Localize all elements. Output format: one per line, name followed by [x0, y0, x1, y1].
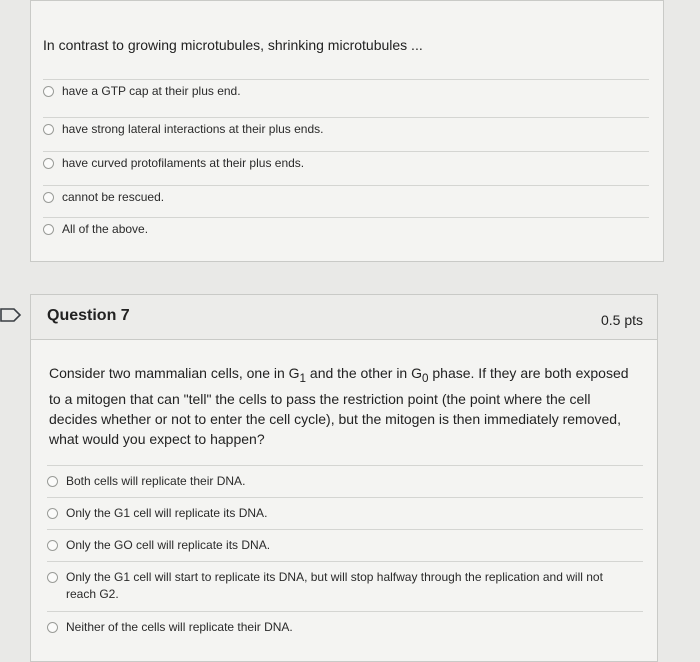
question-text-segment: Consider two mammalian cells, one in G	[49, 365, 300, 381]
subscript: 0	[422, 371, 429, 385]
answer-option-2[interactable]	[47, 497, 643, 529]
radio-button[interactable]	[47, 540, 58, 551]
radio-button[interactable]	[47, 622, 58, 633]
answer-label: Neither of the cells will replicate their DNA.	[66, 620, 293, 634]
answer-label: Only the G1 cell will start to replicate its DNA, but will stop halfway through the replication and will not reach G2.	[66, 570, 603, 601]
answer-option-3[interactable]	[47, 529, 643, 561]
radio-button[interactable]	[43, 124, 54, 135]
radio-button[interactable]	[43, 86, 54, 97]
question-header	[31, 295, 657, 340]
radio-button[interactable]	[43, 224, 54, 235]
question-7-text	[49, 363, 639, 449]
question-6-answers	[43, 79, 649, 251]
answer-option-4[interactable]	[47, 561, 643, 611]
answer-option-2[interactable]	[43, 117, 649, 151]
question-7-answers	[47, 465, 643, 643]
radio-button[interactable]	[43, 192, 54, 203]
radio-button[interactable]	[47, 476, 58, 487]
answer-option-1[interactable]	[43, 79, 649, 117]
radio-button[interactable]	[43, 158, 54, 169]
question-7-card	[30, 294, 658, 662]
question-6-card	[30, 0, 664, 262]
answer-option-1[interactable]	[47, 465, 643, 497]
answer-label: All of the above.	[62, 222, 149, 236]
radio-button[interactable]	[47, 572, 58, 583]
answer-label: have curved protofilaments at their plus ends.	[62, 156, 305, 170]
answer-option-3[interactable]	[43, 151, 649, 185]
answer-label: Only the G1 cell will replicate its DNA.	[66, 506, 268, 520]
question-text-segment: phase. If they are both exposed to a mitogen that can "tell" the cells to pass the restriction point (the point where the cell decides whether or not to enter the cell cycle), but the mitogen is then immediately removed, what would you expect to happen?	[49, 365, 629, 447]
question-6-text: In contrast to growing microtubules, shrinking microtubules ...	[43, 37, 423, 53]
flag-question-icon[interactable]	[0, 308, 22, 322]
answer-option-5[interactable]	[47, 611, 643, 643]
answer-option-4[interactable]	[43, 185, 649, 217]
answer-label: cannot be rescued.	[62, 190, 165, 204]
question-points: 0.5 pts	[600, 312, 643, 328]
answer-label: have a GTP cap at their plus end.	[62, 84, 241, 98]
answer-label: Both cells will replicate their DNA.	[66, 474, 246, 488]
question-title: Question 7	[47, 307, 130, 324]
radio-button[interactable]	[47, 508, 58, 519]
answer-option-5[interactable]	[43, 217, 649, 251]
answer-label: have strong lateral interactions at their plus ends.	[62, 122, 324, 136]
answer-label: Only the GO cell will replicate its DNA.	[66, 538, 271, 552]
question-text-segment: and the other in G	[306, 365, 422, 381]
subscript: 1	[299, 371, 307, 385]
